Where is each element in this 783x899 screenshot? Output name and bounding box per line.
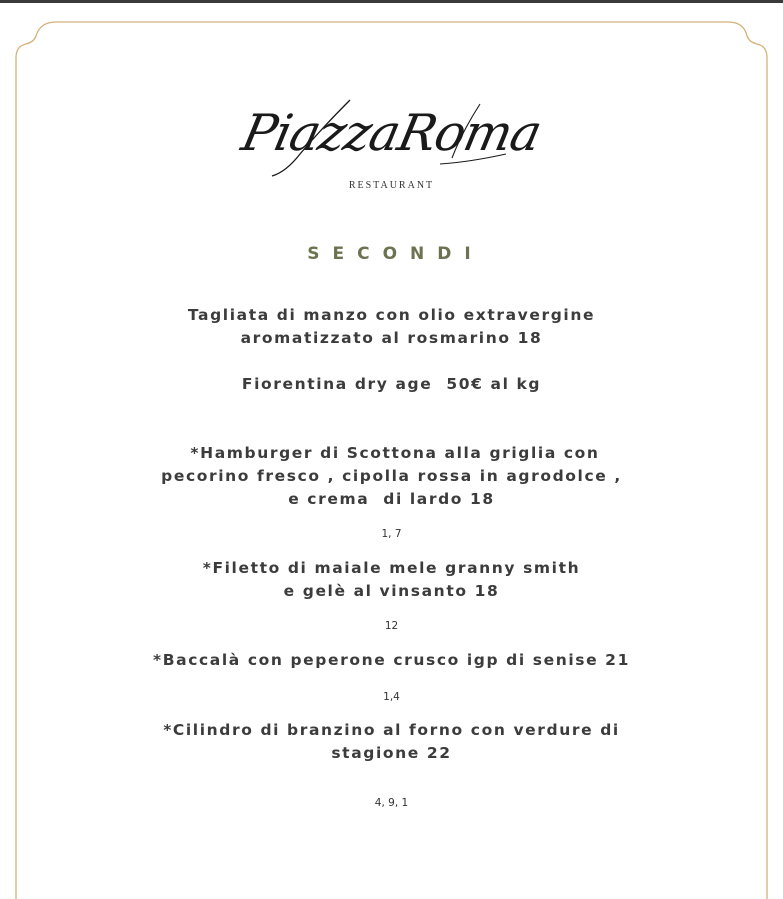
dish-line: stagione 22: [331, 744, 452, 762]
dish-item-branzino: [0, 719, 783, 765]
dish-allergens-baccala: 1,4: [383, 691, 400, 703]
dish-allergens-filetto: 12: [384, 620, 399, 632]
dish-line: e crema di lardo 18: [288, 490, 495, 508]
dish-line: *Cilindro di branzino al forno con verdure di: [163, 721, 620, 739]
restaurant-logo: [0, 88, 783, 198]
dish-line: Fiorentina dry age 50€ al kg: [241, 375, 542, 393]
dish-line: pecorino fresco , cipolla rossa in agrodolce ,: [161, 467, 622, 485]
dish-line: aromatizzato al rosmarino 18: [240, 329, 543, 347]
logo-script-text: PiazzaRoma: [236, 104, 547, 162]
dish-item-tagliata: [0, 304, 783, 350]
dish-line: Tagliata di manzo con olio extravergine: [187, 306, 596, 324]
dish-allergens-branzino: 4, 9, 1: [374, 797, 409, 809]
dish-allergens-hamburger: 1, 7: [381, 528, 402, 540]
dish-item-fiorentina: [0, 373, 783, 396]
section-title: SECONDI: [307, 244, 484, 264]
dish-item-filetto: [0, 557, 783, 603]
dish-item-baccala: [0, 649, 783, 672]
dish-item-hamburger: [0, 442, 783, 511]
dish-line: *Filetto di maiale mele granny smith: [202, 559, 581, 577]
dish-line: *Hamburger di Scottona alla griglia con: [183, 444, 600, 462]
logo-subtitle: RESTAURANT: [348, 180, 435, 191]
dish-line: e gelè al vinsanto 18: [283, 582, 500, 600]
dish-line: *Baccalà con peperone crusco igp di senise 21: [153, 651, 630, 669]
